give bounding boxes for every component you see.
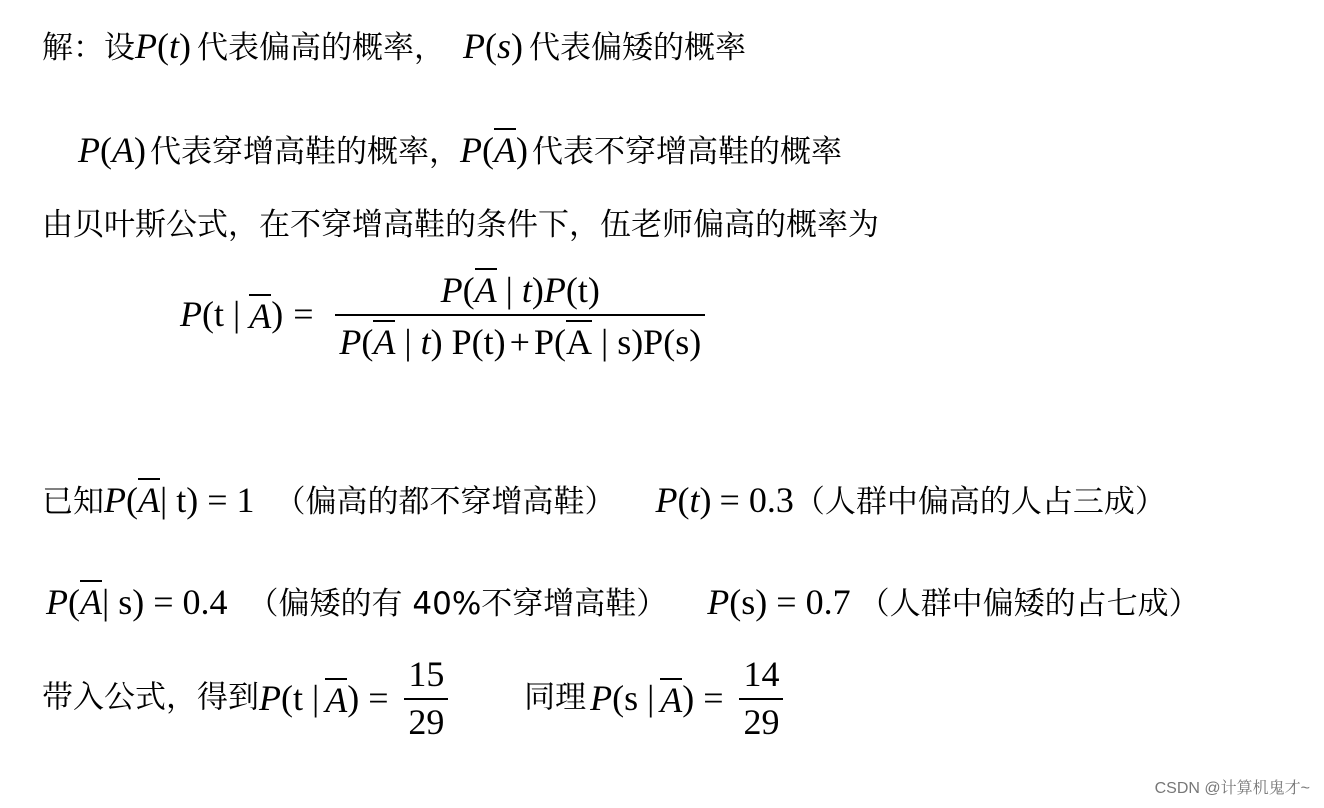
- fraction-numerator: 15: [408, 654, 445, 694]
- var-t: t: [214, 294, 225, 334]
- equals-sign: =: [293, 294, 314, 334]
- definition-suffix: 代表不穿增高鞋的概率: [532, 134, 842, 170]
- p-symbol: P: [180, 294, 202, 334]
- var-s: s: [497, 26, 512, 66]
- fraction-denominator: P(A | t) P(t) + P(A | s)P(s): [335, 314, 705, 360]
- fraction-denominator: 29: [404, 698, 448, 740]
- p-symbol: P: [460, 130, 482, 170]
- intro-mid: 代表偏高的概率，: [197, 30, 446, 66]
- given-note-2: （人群中偏高的人占三成）: [793, 484, 1166, 520]
- p-symbol: P: [78, 130, 100, 170]
- event-a-complement: A: [565, 322, 592, 362]
- result-mid: 同理: [524, 679, 587, 716]
- given-note-4: （人群中偏矮的占七成）: [858, 586, 1200, 622]
- result-fraction-2: [739, 656, 783, 740]
- p-symbol: P: [135, 26, 157, 66]
- given-prefix: 已知: [42, 484, 104, 520]
- bayes-fraction: [335, 268, 705, 360]
- definition-mid: 代表穿增高鞋的概率，: [150, 134, 460, 170]
- given-note-3: （偏矮的有 40%不穿增高鞋）: [247, 586, 668, 622]
- p-symbol: P: [463, 26, 486, 66]
- var-t: t: [169, 26, 180, 66]
- result-fraction-1: [404, 656, 448, 740]
- result-line: 带入公式，得到P(t | A) = $\frac{15}{29}$ 同理 P(s | A) = $\frac{14}{29}$: [42, 656, 783, 740]
- bayes-intro-line: [42, 207, 879, 243]
- event-a-complement: A: [80, 582, 102, 622]
- fraction-numerator: P(A | t)P(t): [440, 270, 600, 310]
- event-a-complement: A: [138, 480, 160, 520]
- given-expr-1: | t) = 1: [160, 480, 255, 520]
- fraction-denominator: 29: [739, 698, 783, 740]
- definition-line: P(A) 代表穿增高鞋的概率，P(A) 代表不穿增高鞋的概率: [78, 130, 842, 170]
- event-a: A: [112, 130, 134, 170]
- event-a-complement: A: [373, 322, 396, 362]
- bayes-intro-text: 由贝叶斯公式，在不穿增高鞋的条件下，伍老师偏高的概率为: [42, 207, 879, 243]
- watermark: CSDN @计算机鬼才~: [1154, 780, 1310, 797]
- given-line-2: P(A| s) = 0.4 （偏矮的有 40%不穿增高鞋） P(s) = 0.7 （人群中偏矮的占七成）: [46, 582, 1200, 622]
- intro-prefix: 解：设: [42, 30, 135, 66]
- given-line-1: 已知P(A| t) = 1 （偏高的都不穿增高鞋） P(t) = 0.3（人群中偏高的人占三成）: [42, 480, 1166, 520]
- bayes-formula: P(t | A) = $\frac{P(A | t)P(t)}{P(A | t) P(t) + P(A | s)P(s)}$: [180, 268, 705, 360]
- intro-line: 解：设P(t) 代表偏高的概率， P(s) 代表偏矮的概率: [42, 26, 747, 66]
- given-expr-2: = 0.3: [719, 480, 794, 520]
- event-a-complement: A: [494, 130, 516, 170]
- event-a-complement: A: [325, 680, 348, 720]
- given-expr-4: (s) = 0.7: [729, 582, 851, 622]
- event-a-complement: A: [474, 270, 497, 310]
- intro-suffix: 代表偏矮的概率: [529, 30, 747, 66]
- given-expr-3: | s) = 0.4: [102, 582, 228, 622]
- event-a-complement: A: [660, 680, 683, 720]
- event-a-complement: A: [249, 296, 272, 336]
- result-prefix: 带入公式，得到: [42, 679, 259, 716]
- fraction-numerator: 14: [743, 654, 780, 694]
- given-note-1: （偏高的都不穿增高鞋）: [274, 484, 616, 520]
